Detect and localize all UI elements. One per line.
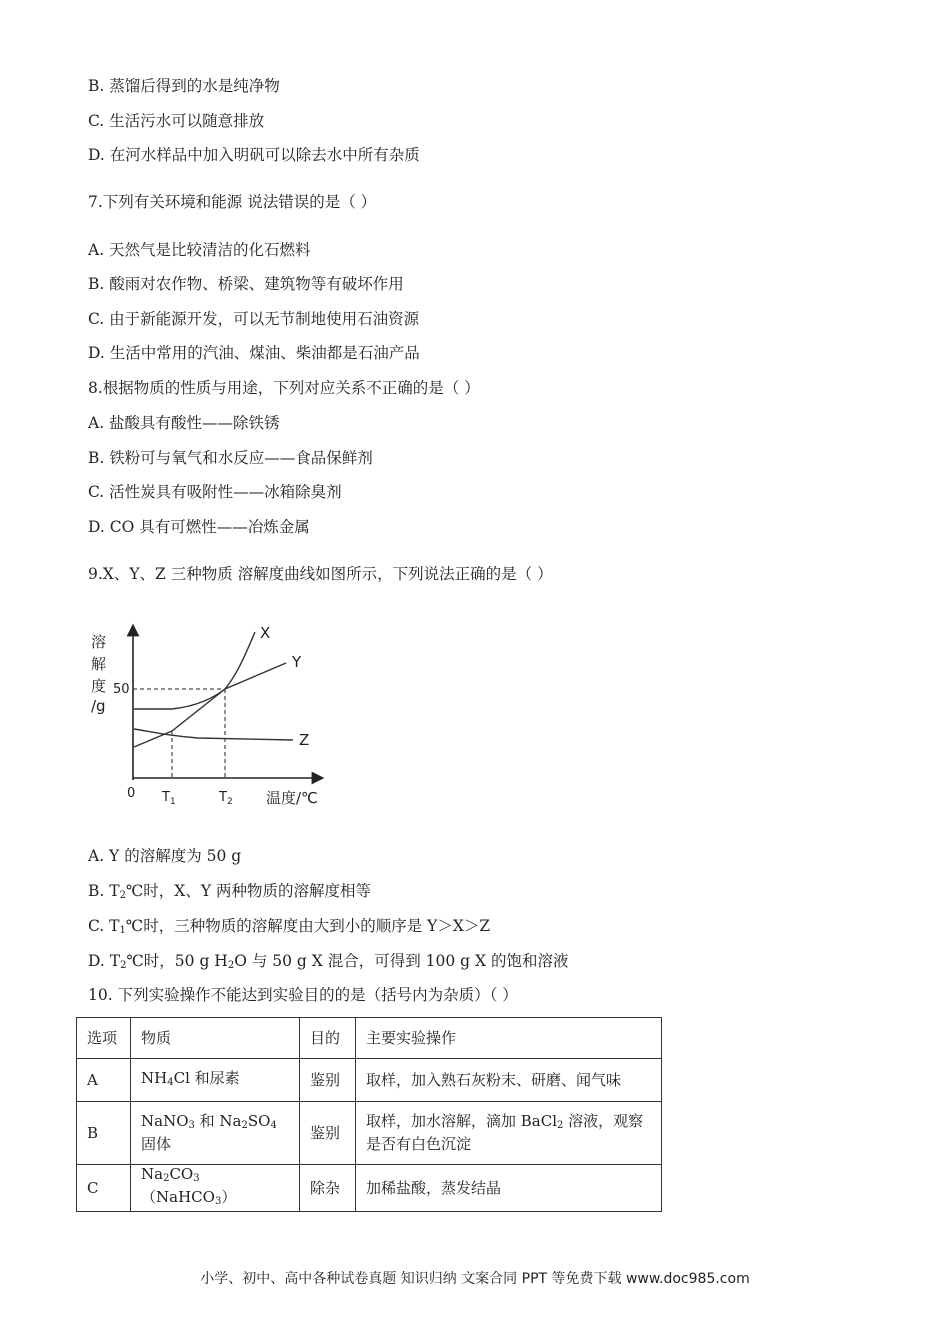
ylabel-char-3: 度 bbox=[91, 677, 107, 695]
origin-label: 0 bbox=[127, 786, 136, 801]
cell-substance: NaNO$_3$ 和 $Na_2SO_4$ 固体 bbox=[131, 1102, 300, 1165]
q9-option-d: D. $T_2℃$时，50 g $H_2O$ 与 50 g X 混合，可得到 100 g X 的饱和溶液 bbox=[88, 952, 569, 971]
th-substance: 物质 bbox=[131, 1018, 300, 1059]
q10-stem: 10. 下列实验操作不能达到实验目的的是（括号内为杂质）（ ） bbox=[88, 986, 518, 1004]
xlabel: 温度/℃ bbox=[266, 789, 318, 807]
cell-goal: 鉴别 bbox=[300, 1059, 356, 1102]
q6-option-d: D. 在河水样品中加入明矾可以除去水中所有杂质 bbox=[88, 146, 420, 164]
curve-y bbox=[134, 663, 286, 747]
th-goal: 目的 bbox=[300, 1018, 356, 1059]
cell-option: C bbox=[77, 1165, 131, 1212]
table-row bbox=[77, 1059, 662, 1102]
page-footer: 小学、初中、高中各种试卷真题 知识归纳 文案合同 PPT 等免费下载 www.doc985.com bbox=[200, 1271, 750, 1287]
cell-option: A bbox=[77, 1059, 131, 1102]
cell-goal: 鉴别 bbox=[300, 1102, 356, 1165]
cell-operation: 加稀盐酸，蒸发结晶 bbox=[356, 1165, 662, 1212]
q8-option-b: B. 铁粉可与氧气和水反应——食品保鲜剂 bbox=[88, 449, 373, 467]
cell-operation: 取样，加入熟石灰粉末、研磨、闻气味 bbox=[356, 1059, 662, 1102]
ylabel-char-4: /g bbox=[91, 697, 106, 715]
ylabel-char-1: 溶 bbox=[91, 633, 107, 651]
q8-option-d: D. CO 具有可燃性——冶炼金属 bbox=[88, 518, 310, 536]
th-operation: 主要实验操作 bbox=[356, 1018, 662, 1059]
table-row bbox=[77, 1165, 662, 1212]
table-header-row bbox=[77, 1018, 662, 1059]
t1-label: $T_1$ bbox=[162, 790, 176, 807]
cell-substance: $Na_2CO_3(NaHCO_3)$ bbox=[131, 1165, 300, 1212]
q9-option-c: C. $T_1℃$时，三种物质的溶解度由大到小的顺序是 Y＞X＞Z bbox=[88, 917, 491, 936]
curve-z-label: Z bbox=[299, 731, 310, 749]
cell-substance: $NH_4Cl$ 和尿素 bbox=[131, 1059, 300, 1102]
ylabel-char-2: 解 bbox=[91, 655, 107, 673]
table-row bbox=[77, 1102, 662, 1165]
y-tick-50: 50 bbox=[113, 682, 130, 697]
solubility-chart bbox=[88, 618, 338, 818]
cell-option: B bbox=[77, 1102, 131, 1165]
q9-option-a: A. Y 的溶解度为 50 g bbox=[88, 847, 242, 865]
q9-option-b: B. $T_2℃$时，X、Y 两种物质的溶解度相等 bbox=[88, 882, 372, 901]
curve-x bbox=[134, 632, 255, 709]
q8-option-c: C. 活性炭具有吸附性——冰箱除臭剂 bbox=[88, 483, 342, 501]
cell-goal: 除杂 bbox=[300, 1165, 356, 1212]
q10-table bbox=[76, 1017, 662, 1212]
q6-option-b: B. 蒸馏后得到的水是纯净物 bbox=[88, 77, 280, 95]
q7-option-b: B. 酸雨对农作物、桥梁、建筑物等有破坏作用 bbox=[88, 275, 404, 293]
q8-option-a: A. 盐酸具有酸性——除铁锈 bbox=[88, 414, 280, 432]
curve-z bbox=[134, 729, 293, 740]
curve-y-label: Y bbox=[292, 653, 302, 671]
th-option: 选项 bbox=[77, 1018, 131, 1059]
cell-operation: 取样，加水溶解，滴加 BaCl$_2$ 溶液，观察是否有白色沉淀 bbox=[356, 1102, 662, 1165]
q9-stem: 9.X、Y、Z 三种物质 溶解度曲线如图所示，下列说法正确的是（ ） bbox=[88, 565, 553, 583]
q6-option-c: C. 生活污水可以随意排放 bbox=[88, 112, 265, 130]
q8-stem: 8.根据物质的性质与用途，下列对应关系不正确的是（ ） bbox=[88, 379, 480, 397]
q7-option-c: C. 由于新能源开发，可以无节制地使用石油资源 bbox=[88, 310, 420, 328]
curve-x-label: X bbox=[260, 624, 271, 642]
q7-option-d: D. 生活中常用的汽油、煤油、柴油都是石油产品 bbox=[88, 344, 420, 362]
t2-label: $T_2$ bbox=[219, 790, 233, 807]
q7-stem: 7.下列有关环境和能源 说法错误的是（ ） bbox=[88, 193, 377, 211]
q7-option-a: A. 天然气是比较清洁的化石燃料 bbox=[88, 241, 311, 259]
